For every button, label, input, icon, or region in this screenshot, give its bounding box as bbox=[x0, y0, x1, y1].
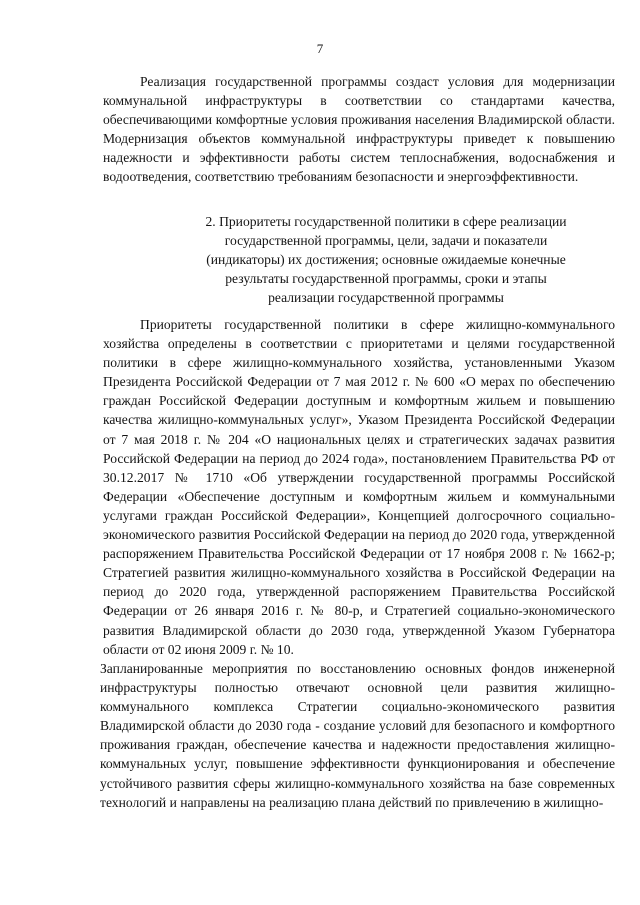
page-number: 7 bbox=[316, 41, 324, 56]
paragraph-planned-measures: Запланированные мероприятия по восстановлению основных фондов инженерной инфраструктуры полностью отвечают основной цели развития жилищно-коммунального комплекса Стратегии социально-экономического развития Владимирской области до 2030 года - создание условий для безопасного и комфортного проживания граждан, обеспечение качества и надежности предоставления жилищно-коммунальных услуг, повышение эффективности функционирования и обеспечение устойчивого развития сферы жилищно-коммунального хозяйства на базе современных технологий и направлены на реализацию плана действий по привлечению в жилищно- bbox=[100, 661, 615, 810]
section-heading-line: результаты государственной программы, сроки и этапы bbox=[225, 271, 547, 287]
section-heading-line: 2. Приоритеты государственной политики в сфере реализации bbox=[205, 214, 567, 229]
section-heading-line: реализации государственной программы bbox=[268, 290, 504, 306]
section-heading-line: (индикаторы) их достижения; основные ожидаемые конечные bbox=[206, 252, 566, 268]
section-heading-line: государственной программы, цели, задачи и показатели bbox=[224, 233, 548, 249]
section-heading bbox=[160, 212, 612, 307]
paragraph-program-outcome: Реализация государственной программы создаст условия для модернизации коммунальной инфраструктуры в соответствии со стандартами качества, обеспечивающими комфортные условия проживания населения Владимирской области. Модернизация объектов коммунальной инфраструктуры приведет к повышению надежности и эффективности работы систем теплоснабжения, водоснабжения и водоотведения, соответствию требованиям безопасности и энергоэффективности. bbox=[103, 74, 615, 185]
paragraph-policy-priorities: Приоритеты государственной политики в сфере жилищно-коммунального хозяйства определены в соответствии с приоритетами и целями государственной политики в сфере жилищно-коммунального хозяйства, установленными Указом Президента Российской Федерации от 7 мая 2012 г. № 600 «О мерах по обеспечению граждан Российской Федерации доступным и комфортным жильем и повышению качества жилищно-коммунальных услуг», Указом Президента Российской Федерации от 7 мая 2018 г. № 204 «О национальных целях и стратегических задачах развития Российской Федерации на период до 2024 года», постановлением Правительства РФ от 30.12.2017 № 1710 «Об утверждении государственной программы Российской Федерации «Обеспечение доступным и комфортным жильем и коммунальными услугами граждан Российской Федерации», Концепцией долгосрочного социально-экономического развития Российской Федерации на период до 2020 года, утвержденной распоряжением Правительства Российской Федерации от 17 ноября 2008 г. № 1662-р; Стратегией развития жилищно-коммунального хозяйства в Российской Федерации на период до 2020 года, утвержденной распоряжением Правительства Российской Федерации от 26 января 2016 г. № 80-р, и Стратегией социально-экономического развития Владимирской области до 2030 года, утвержденной Указом Губернатора области от 02 июня 2009 г. № 10. bbox=[103, 317, 615, 657]
